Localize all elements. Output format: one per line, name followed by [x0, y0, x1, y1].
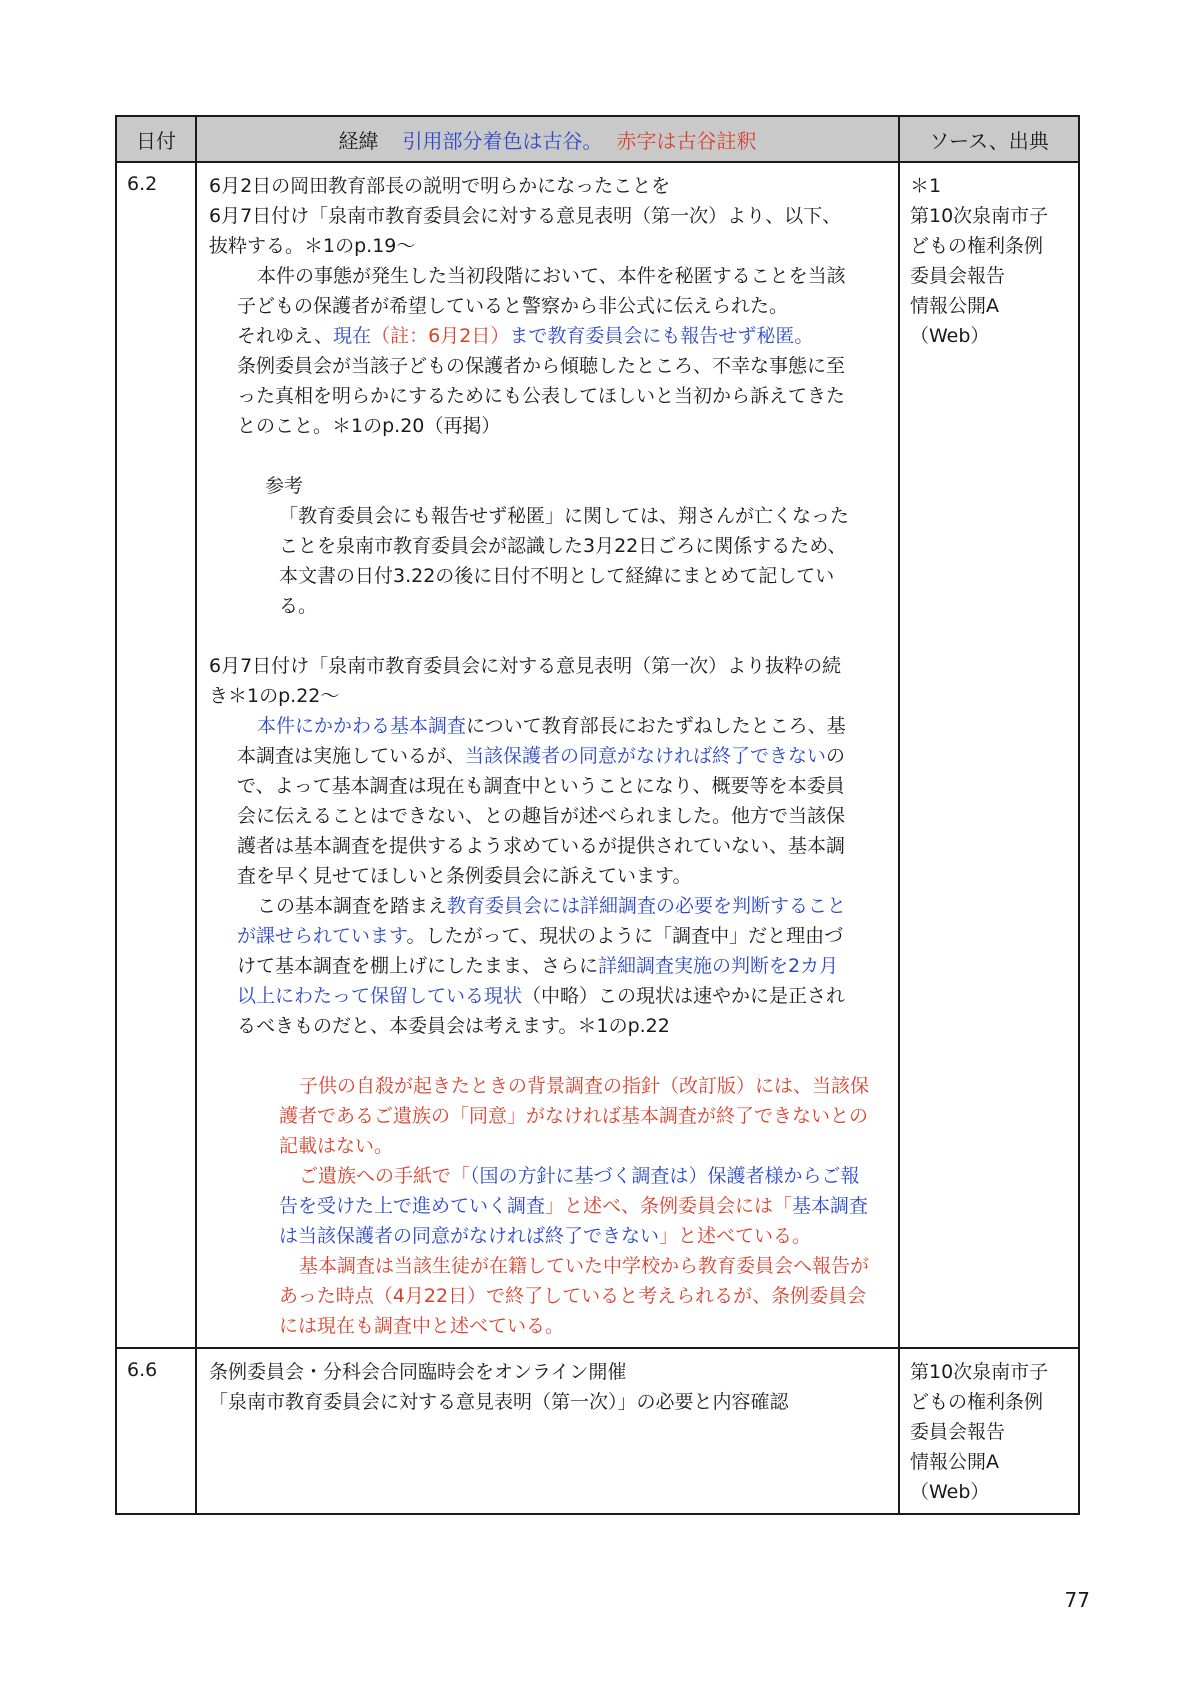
source-line: ＊1 — [910, 175, 942, 197]
text-line: ことを泉南市教育委員会が認識した3月22日ごろに関係するため、 — [279, 535, 847, 557]
text-line — [237, 891, 886, 921]
highlight-blue: （国の方針に基づく調査は）保護者様からご報 — [470, 1165, 860, 1187]
text-line: 本文書の日付3.22の後に日付不明として経緯にまとめて記してい — [279, 565, 835, 587]
highlight-blue: 教育委員会には詳細調査の必要を判断すること — [447, 895, 847, 917]
header-course — [196, 116, 899, 162]
reference-title: 参考 — [265, 475, 304, 497]
source-line: 第10次泉南市子 — [910, 1361, 1049, 1383]
text-run: の — [826, 745, 846, 767]
text-line: 条例委員会が当該子どもの保護者から傾聴したところ、不幸な事態に至 — [237, 355, 846, 377]
source-line: どもの権利条例 — [910, 235, 1044, 257]
highlight-blue: 本件にかかわる基本調査 — [257, 715, 467, 737]
text-run: 本調査は実施しているが、 — [237, 745, 466, 767]
highlight-blue: 詳細調査実施の判断を2カ月 — [598, 955, 839, 977]
source-line: 第10次泉南市子 — [910, 205, 1049, 227]
source-line: （Web） — [910, 1481, 990, 1503]
highlight-blue: 現在 — [333, 325, 372, 347]
text-line: とのこと。＊1のp.20（再掲） — [237, 415, 501, 437]
text-run: けて基本調査を棚上げにしたまま、さらに — [237, 955, 599, 977]
page-number: 77 — [1064, 1588, 1090, 1612]
highlight-blue: 当該保護者の同意がなければ終了できない — [465, 745, 827, 767]
text-line: 抜粋する。＊1のp.19〜 — [209, 235, 416, 257]
header-legend-blue: 引用部分着色は古谷。 — [402, 128, 603, 153]
text-run: （中略）この現状は速やかに是正され — [522, 985, 846, 1007]
reference-block — [209, 471, 886, 621]
table-row — [116, 1348, 1079, 1514]
text-line: 「教育委員会にも報告せず秘匿」に関しては、翔さんが亡くなった — [279, 505, 850, 527]
highlight-blue: 基本調査 — [792, 1195, 869, 1217]
text-line: 本件の事態が発生した当初段階において、本件を秘匿することを当該 — [257, 265, 846, 287]
source-line: 情報公開A — [910, 1451, 999, 1473]
row-source — [899, 1348, 1079, 1514]
quote-block-1 — [209, 261, 886, 441]
text-line — [237, 741, 886, 771]
text-line — [279, 1221, 886, 1251]
annotation-block — [209, 1071, 886, 1341]
text-line: 護者は基本調査を提供するよう求めているが提供されていない、基本調 — [237, 835, 846, 857]
source-line: 委員会報告 — [910, 1421, 1006, 1443]
row-content — [196, 162, 899, 1348]
text-line: る。 — [279, 595, 318, 617]
text-run: 。したがって、現状のように「調査中」だと理由づ — [406, 925, 844, 947]
text-line: 記載はない。 — [279, 1135, 394, 1157]
highlight-blue: 告を受けた上で進めていく調査 — [279, 1195, 546, 1217]
text-line: あった時点（4月22日）で終了していると考えられるが、条例委員会 — [279, 1285, 867, 1307]
text-line: 護者であるご遺族の「同意」がなければ基本調査が終了できないとの — [279, 1105, 869, 1127]
table-row — [116, 162, 1079, 1348]
text-line — [237, 711, 886, 741]
text-run: 」と述べ、条例委員会には「 — [545, 1195, 793, 1217]
text-line — [237, 321, 886, 351]
annotation-red: （註：6月2日） — [371, 325, 510, 347]
row-date: 6.6 — [116, 1348, 196, 1514]
text-line: 6月2日の岡田教育部長の説明で明らかになったことを — [209, 175, 671, 197]
text-line — [237, 981, 886, 1011]
row-content — [196, 1348, 899, 1514]
text-run: ご遺族への手紙で「 — [299, 1165, 471, 1187]
text-run: この基本調査を踏まえ — [257, 895, 448, 917]
text-line: 査を早く見せてほしいと条例委員会に訴えています。 — [237, 865, 692, 887]
text-line — [237, 921, 886, 951]
text-line: 子どもの保護者が希望していると警察から非公式に伝えられた。 — [237, 295, 789, 317]
text-line: 基本調査は当該生徒が在籍していた中学校から教育委員会へ報告が — [299, 1255, 870, 1277]
row-source — [899, 162, 1079, 1348]
text-line — [279, 1161, 886, 1191]
text-line: には現在も調査中と述べている。 — [279, 1315, 565, 1337]
text-line: 6月7日付け「泉南市教育委員会に対する意見表明（第一次）より抜粋の続 — [209, 655, 842, 677]
text-line: で、よって基本調査は現在も調査中ということになり、概要等を本委員 — [237, 775, 845, 797]
row-date: 6.2 — [116, 162, 196, 1348]
source-line: 委員会報告 — [910, 265, 1006, 287]
text-run: 」と述べている。 — [659, 1225, 812, 1247]
text-run: について教育部長におたずねしたところ、基 — [466, 715, 846, 737]
quote-block-2 — [209, 711, 886, 1041]
header-date: 日付 — [116, 116, 196, 162]
header-row — [116, 116, 1079, 162]
highlight-blue: まで教育委員会にも報告せず秘匿。 — [509, 325, 814, 347]
text-line: 会に伝えることはできない、との趣旨が述べられました。他方で当該保 — [237, 805, 846, 827]
text-run: それゆえ、 — [237, 325, 334, 347]
source-line: 情報公開A — [910, 295, 999, 317]
text-line: るべきものだと、本委員会は考えます。＊1のp.22 — [237, 1015, 670, 1037]
text-line: 6月7日付け「泉南市教育委員会に対する意見表明（第一次）より、以下、 — [209, 205, 842, 227]
highlight-blue: 以上にわたって保留している現状 — [237, 985, 523, 1007]
highlight-blue: は当該保護者の同意がなければ終了できない — [279, 1225, 660, 1247]
highlight-blue: が課せられています — [237, 925, 407, 947]
header-course-label: 経緯 — [338, 128, 379, 153]
chronology-table — [115, 115, 1080, 1515]
header-source: ソース、出典 — [899, 116, 1079, 162]
text-line: 子供の自殺が起きたときの背景調査の指針（改訂版）には、当該保 — [299, 1075, 870, 1097]
text-line: った真相を明らかにするためにも公表してほしいと当初から訴えてきた — [237, 385, 846, 407]
header-legend-red: 赤字は古谷註釈 — [616, 128, 757, 153]
source-line: どもの権利条例 — [910, 1391, 1044, 1413]
text-line: き＊1のp.22〜 — [209, 685, 340, 707]
text-line: 「泉南市教育委員会に対する意見表明（第一次）」の必要と内容確認 — [209, 1391, 789, 1413]
text-line: 条例委員会・分科会合同臨時会をオンライン開催 — [209, 1361, 627, 1383]
source-line: （Web） — [910, 325, 990, 347]
text-line — [237, 951, 886, 981]
text-line — [279, 1191, 886, 1221]
